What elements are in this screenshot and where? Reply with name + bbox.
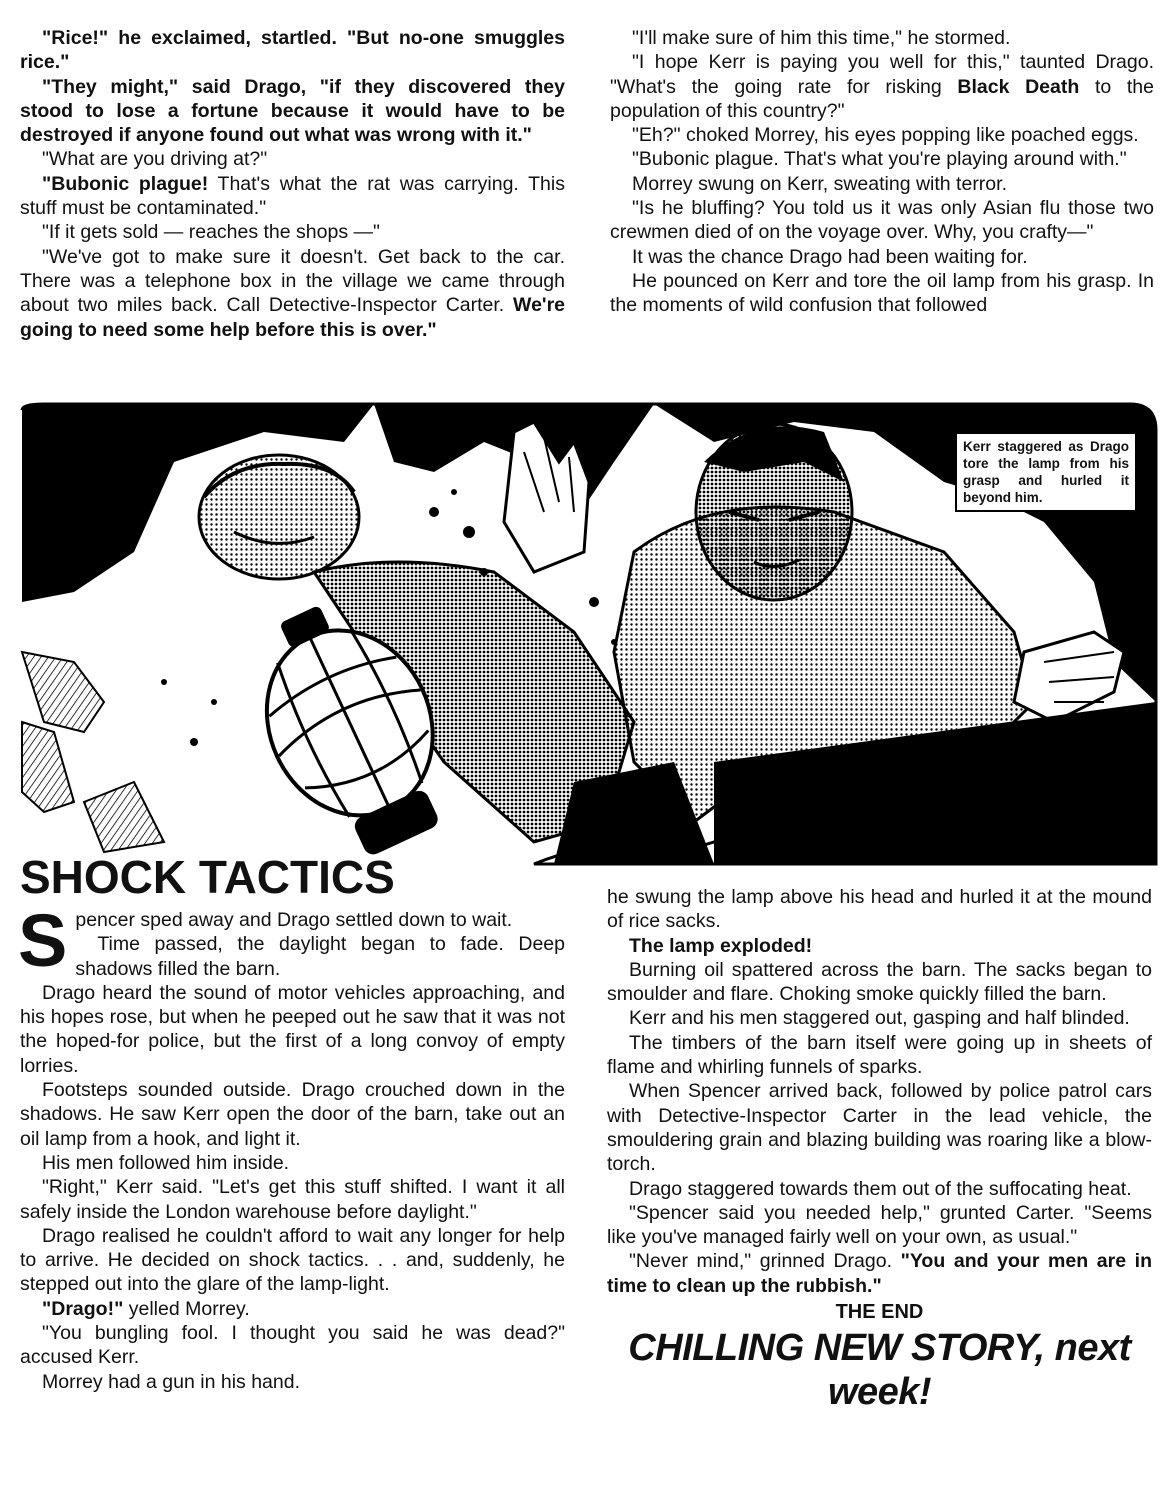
text-segment: pencer sped away and Drago settled down to wait. bbox=[75, 909, 513, 931]
text-segment: "Right," Kerr said. "Let's get this stuff shifted. I want it all safely inside the London warehouse before daylight." bbox=[20, 1176, 565, 1223]
text-segment: "Bubonic plague! bbox=[42, 172, 209, 195]
text-segment: "Eh?" choked Morrey, his eyes popping like poached eggs. bbox=[632, 124, 1139, 147]
text-segment: "Never mind," grinned Drago. bbox=[629, 1250, 901, 1273]
paragraph bbox=[20, 147, 565, 171]
text-segment: "We've got to make sure it doesn't. Get back to the car. There was a telephone box in the village we came through about two miles back. Call Detective-Inspector Carter. bbox=[20, 245, 565, 317]
paragraph bbox=[20, 1297, 565, 1321]
paragraph bbox=[20, 1151, 565, 1175]
paragraph bbox=[610, 172, 1154, 196]
text-segment: Drago staggered towards them out of the suffocating heat. bbox=[629, 1177, 1132, 1200]
text-segment: We're going to need some help before this is over." bbox=[20, 294, 565, 341]
text-segment: When Spencer arrived back, followed by police patrol cars with Detective-Inspector Carter in the lead vehicle, the smouldering grain and blazing building was roaring like a blow-torch. bbox=[607, 1080, 1152, 1176]
barn-debris bbox=[22, 652, 104, 732]
paragraph bbox=[20, 75, 565, 148]
paragraph bbox=[20, 1078, 565, 1151]
paragraph bbox=[610, 123, 1154, 147]
paragraph bbox=[607, 885, 1152, 934]
paragraph bbox=[20, 981, 565, 1078]
text-segment: "Drago!" bbox=[42, 1297, 124, 1320]
next-week-banner: CHILLING NEW STORY, next week! bbox=[628, 1327, 1131, 1414]
paragraph bbox=[607, 1201, 1152, 1250]
paragraph bbox=[20, 1321, 565, 1370]
paragraph bbox=[20, 220, 565, 244]
text-segment: Morrey had a gun in his hand. bbox=[42, 1370, 300, 1393]
paragraph bbox=[20, 172, 565, 221]
paragraph bbox=[607, 1177, 1152, 1201]
text-segment: That's what the rat was carrying. This stuff must be contaminated." bbox=[20, 172, 565, 220]
paragraph bbox=[20, 1370, 565, 1394]
paragraph bbox=[20, 1224, 565, 1297]
text-segment: Morrey swung on Kerr, sweating with terror. bbox=[632, 172, 1007, 195]
section-headline: SHOCK TACTICS bbox=[20, 851, 395, 903]
story-column-bottom-left bbox=[18, 899, 565, 1394]
text-segment: Kerr and his men staggered out, gasping and half blinded. bbox=[629, 1007, 1130, 1030]
text-segment: he swung the lamp above his head and hurled it at the mound of rice sacks. bbox=[607, 886, 1152, 933]
text-segment: "They might," said Drago, "if they discovered they stood to lose a fortune because it would have to be destroyed if anyone found out what was wrong with it." bbox=[20, 75, 565, 147]
text-segment: "Is he bluffing? You told us it was only Asian flu those two crewmen died of on the voyage over. Why, you crafty—" bbox=[610, 197, 1154, 244]
text-segment: Drago realised he couldn't afford to wait any longer for help to arrive. He decided on shock tactics. . . and, suddenly, he stepped out into the glare of the lamp-light. bbox=[20, 1224, 565, 1296]
text-segment: The lamp exploded! bbox=[629, 934, 813, 957]
paragraph bbox=[20, 1175, 565, 1224]
text-segment: "Bubonic plague. That's what you're playing around with." bbox=[632, 148, 1127, 171]
paragraph bbox=[610, 26, 1154, 50]
story-column-top-right bbox=[610, 26, 1154, 318]
story-column-bottom-right bbox=[607, 885, 1152, 1414]
text-segment: to the population of this country?" bbox=[610, 75, 1154, 122]
panel-caption: Kerr staggered as Drago tore the lamp from his grasp and hurled it beyond him. bbox=[955, 432, 1137, 512]
text-segment: It was the chance Drago had been waiting for. bbox=[632, 245, 1028, 268]
paragraph bbox=[607, 1079, 1152, 1176]
paragraph bbox=[607, 958, 1152, 1007]
paragraph bbox=[20, 932, 565, 981]
text-segment: "I'll make sure of him this time," he stormed. bbox=[632, 27, 1011, 49]
text-segment: Drago heard the sound of motor vehicles approaching, and his hopes rose, but when he peeped out he saw that it was not the hoped-for police, but the first of a long convoy of empty lorries. bbox=[20, 981, 565, 1077]
text-segment: Footsteps sounded outside. Drago crouched down in the shadows. He saw Kerr open the door of the barn, take out an oil lamp from a hook, and light it. bbox=[20, 1079, 565, 1150]
paragraph bbox=[607, 1006, 1152, 1030]
the-end-label: THE END bbox=[835, 1301, 924, 1324]
text-segment: "Rice!" he exclaimed, startled. "But no-one smuggles rice." bbox=[20, 27, 565, 74]
text-segment: "What are you driving at?" bbox=[42, 148, 268, 171]
text-segment: The timbers of the barn itself were going up in sheets of flame and whirling funnels of sparks. bbox=[607, 1031, 1152, 1079]
text-segment: yelled Morrey. bbox=[123, 1297, 250, 1320]
paragraph bbox=[20, 245, 565, 342]
paragraph bbox=[20, 26, 565, 75]
text-segment: "You and your men are in time to clean up the rubbish." bbox=[607, 1250, 1153, 1297]
paragraph bbox=[607, 1031, 1152, 1080]
paragraph bbox=[607, 1249, 1152, 1298]
paragraph bbox=[610, 245, 1154, 269]
paragraph bbox=[607, 934, 1152, 958]
story-column-bottom-right-body bbox=[607, 885, 1152, 1298]
text-segment: "You bungling fool. I thought you said he was dead?" accused Kerr. bbox=[20, 1322, 565, 1369]
text-segment: "I hope Kerr is paying you well for this," taunted Drago. "What's the going rate for risking bbox=[610, 51, 1154, 98]
paragraph bbox=[610, 196, 1154, 245]
drop-cap: S bbox=[18, 899, 68, 982]
text-segment: Burning oil spattered across the barn. The sacks began to smoulder and flare. Choking smoke quickly filled the barn. bbox=[607, 958, 1152, 1006]
paragraph bbox=[610, 50, 1154, 123]
text-segment: He pounced on Kerr and tore the oil lamp from his grasp. In the moments of wild confusion that followed bbox=[610, 269, 1154, 317]
story-column-top-left bbox=[20, 26, 565, 342]
text-segment: Time passed, the daylight began to fade. Deep shadows filled the barn. bbox=[75, 933, 565, 980]
text-segment: "If it gets sold — reaches the shops —" bbox=[42, 221, 380, 244]
text-segment: His men followed him inside. bbox=[42, 1151, 290, 1174]
text-segment: Black Death bbox=[957, 75, 1080, 98]
paragraph bbox=[610, 269, 1154, 318]
paragraph bbox=[610, 147, 1154, 171]
text-segment: "Spencer said you needed help," grunted Carter. "Seems like you've managed fairly well on your own, as usual." bbox=[607, 1201, 1152, 1249]
